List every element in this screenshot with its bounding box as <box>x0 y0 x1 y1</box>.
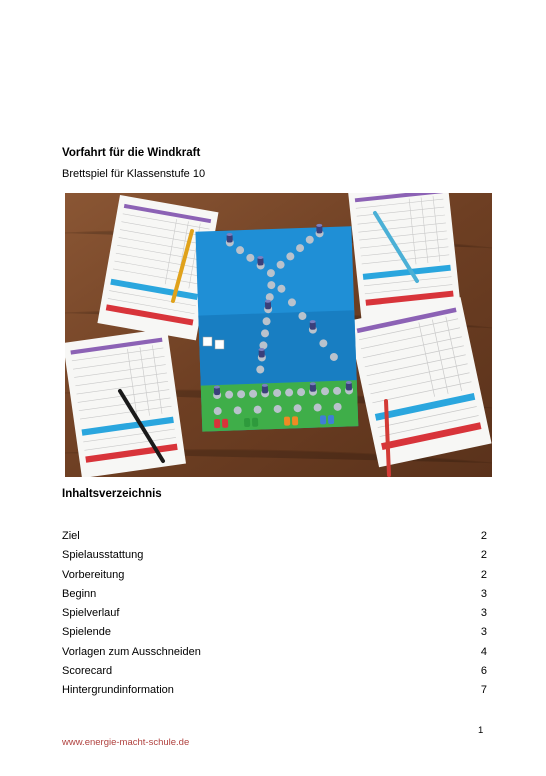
toc-entry: Ziel 2 <box>62 530 487 542</box>
toc-entry: Spielverlauf 3 <box>62 607 487 620</box>
toc-entry: Spielende 3 <box>62 626 487 639</box>
page-number: 1 <box>478 725 484 736</box>
toc-entry: Hintergrundinformation 7 <box>62 684 487 697</box>
toc-entry: Beginn 3 <box>62 587 487 600</box>
table-of-contents <box>62 530 487 704</box>
page-subtitle: Brettspiel für Klassenstufe 10 <box>62 168 206 180</box>
toc-entry: Scorecard 6 <box>62 665 487 678</box>
page-title: Vorfahrt für die Windkraft <box>62 147 201 159</box>
toc-entry: Vorlagen zum Ausschneiden 4 <box>62 645 487 658</box>
board-game-photo <box>65 193 492 477</box>
footer-url[interactable]: www.energie-macht-schule.de <box>62 737 190 748</box>
toc-heading: Inhaltsverzeichnis <box>62 488 162 500</box>
toc-entry: Vorbereitung 2 <box>62 568 487 581</box>
toc-entry: Spielausstattung 2 <box>62 549 487 562</box>
